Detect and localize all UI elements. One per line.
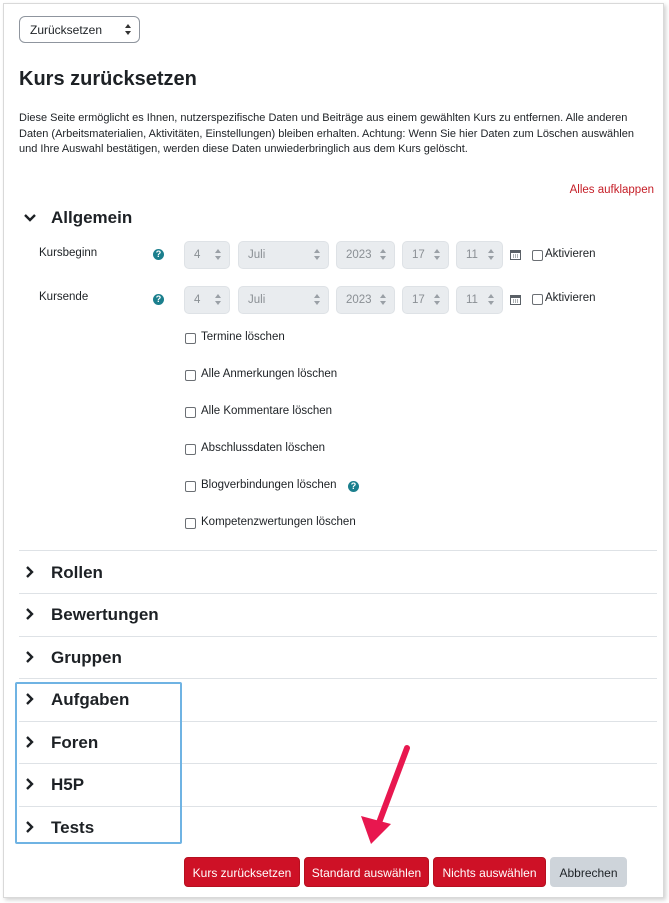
course-end-day[interactable]: [184, 286, 230, 314]
help-icon[interactable]: ?: [153, 294, 164, 305]
course-end-label: Kursende: [39, 291, 89, 303]
delete-notes-label: Alle Anmerkungen löschen: [201, 368, 338, 380]
divider: [19, 593, 657, 594]
deselect-all-button[interactable]: Nichts auswählen: [433, 857, 546, 887]
course-end-enable-checkbox[interactable]: [532, 294, 543, 305]
hour-value: 17: [412, 249, 425, 261]
course-end-enable-label: Aktivieren: [545, 292, 596, 304]
course-start-day[interactable]: [184, 241, 230, 269]
divider: [19, 550, 657, 551]
course-end-month[interactable]: [238, 286, 329, 314]
year-value: 2023: [346, 249, 372, 261]
section-title: Bewertungen: [51, 605, 159, 624]
page-title: Kurs zurücksetzen: [19, 68, 197, 90]
delete-completion-label: Abschlussdaten löschen: [201, 442, 326, 454]
select-caret-icon: [215, 249, 221, 261]
select-default-button[interactable]: Standard auswählen: [304, 857, 429, 887]
delete-events-checkbox[interactable]: [185, 333, 196, 344]
course-end-minute[interactable]: [456, 286, 503, 314]
section-grades-toggle[interactable]: [23, 605, 159, 625]
select-caret-icon: [125, 24, 131, 36]
help-icon[interactable]: ?: [153, 249, 164, 260]
select-caret-icon: [380, 294, 386, 306]
select-caret-icon: [215, 294, 221, 306]
calendar-icon[interactable]: [510, 294, 521, 305]
delete-comments-checkbox[interactable]: [185, 407, 196, 418]
section-groups-toggle[interactable]: [23, 648, 122, 668]
divider: [19, 678, 657, 679]
delete-competencies-label: Kompetenzwertungen löschen: [201, 516, 356, 528]
month-value: Juli: [248, 249, 266, 261]
delete-blog-checkbox[interactable]: [185, 481, 196, 492]
course-start-hour[interactable]: [402, 241, 449, 269]
course-start-minute[interactable]: [456, 241, 503, 269]
section-title: H5P: [51, 775, 85, 794]
course-end-hour[interactable]: [402, 286, 449, 314]
expand-all-link[interactable]: Alles aufklappen: [569, 184, 654, 196]
delete-events-label: Termine löschen: [201, 331, 285, 343]
delete-completion-checkbox[interactable]: [185, 444, 196, 455]
chevron-down-icon: [23, 210, 37, 226]
course-start-year[interactable]: [336, 241, 395, 269]
course-start-month[interactable]: [238, 241, 329, 269]
reset-course-button[interactable]: Kurs zurücksetzen: [184, 857, 300, 887]
select-caret-icon: [434, 249, 440, 261]
year-value: 2023: [346, 294, 372, 306]
divider: [19, 636, 657, 637]
course-start-label: Kursbeginn: [39, 247, 98, 259]
select-caret-icon: [434, 294, 440, 306]
section-title: Tests: [51, 818, 95, 837]
minute-value: 11: [466, 249, 478, 261]
select-caret-icon: [488, 294, 494, 306]
select-caret-icon: [488, 249, 494, 261]
section-title: Aufgaben: [51, 690, 130, 709]
section-roles-toggle[interactable]: [23, 563, 103, 583]
day-value: 4: [194, 294, 201, 306]
highlight-box: [15, 682, 182, 844]
delete-comments-label: Alle Kommentare löschen: [201, 405, 333, 417]
select-caret-icon: [380, 249, 386, 261]
select-caret-icon: [314, 249, 320, 261]
section-general-title: Allgemein: [51, 208, 133, 227]
course-start-enable-label: Aktivieren: [545, 248, 596, 260]
month-value: Juli: [248, 294, 266, 306]
hour-value: 17: [412, 294, 425, 306]
intro-text: Diese Seite ermöglicht es Ihnen, nutzerspezifische Daten und Beiträge aus einem gewählten Kurs zu entfernen. Alle anderen Daten (Arbeitsmaterialien, Aktivitäten, Einstellungen) bleiben erhalten. Achtung: Wenn Sie hier Daten zum Löschen auswählen und Ihre Auswahl bestätigen, werden diese Daten unwiederbringlich aus dem Kurs gelöscht.: [19, 112, 634, 155]
course-start-enable-checkbox[interactable]: [532, 250, 543, 261]
day-value: 4: [194, 249, 201, 261]
calendar-icon[interactable]: [510, 249, 521, 260]
delete-notes-checkbox[interactable]: [185, 370, 196, 381]
help-icon[interactable]: ?: [348, 481, 359, 492]
course-end-year[interactable]: [336, 286, 395, 314]
section-title: Foren: [51, 733, 99, 752]
cancel-button[interactable]: Abbrechen: [550, 857, 627, 887]
chevron-right-icon: [23, 565, 37, 581]
chevron-right-icon: [23, 650, 37, 666]
action-select-value: Zurücksetzen: [30, 23, 103, 37]
delete-competencies-checkbox[interactable]: [185, 518, 196, 529]
chevron-right-icon: [23, 607, 37, 623]
minute-value: 11: [466, 294, 478, 306]
annotation-arrow-icon: [355, 740, 425, 850]
delete-blog-label: Blogverbindungen löschen: [201, 479, 337, 491]
action-select[interactable]: [19, 16, 140, 43]
select-caret-icon: [314, 294, 320, 306]
section-title: Rollen: [51, 563, 103, 582]
section-title: Gruppen: [51, 648, 122, 667]
section-general-toggle[interactable]: [23, 208, 132, 228]
